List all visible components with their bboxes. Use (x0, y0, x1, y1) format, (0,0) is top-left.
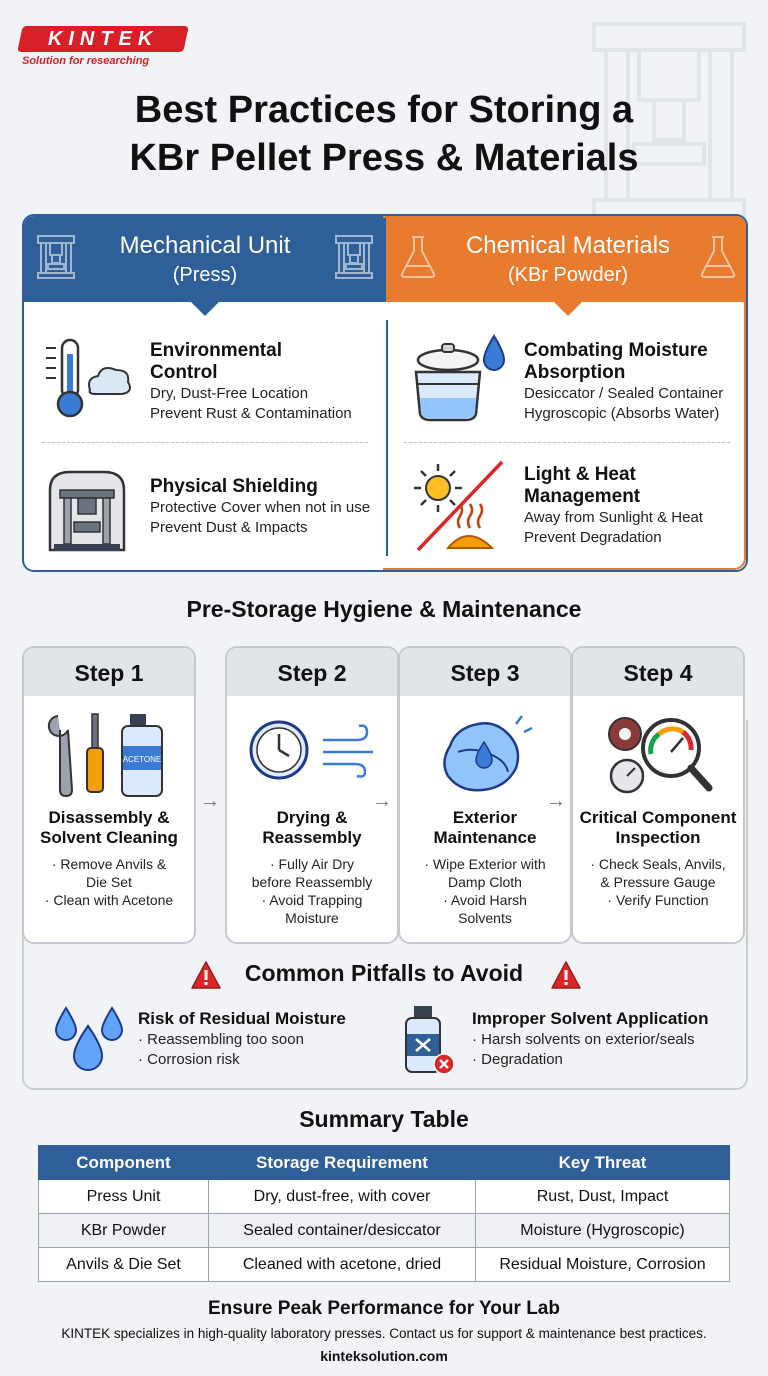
mechanical-subheading: (Press) (172, 264, 238, 286)
step-bullet: Damp Cloth (448, 874, 522, 890)
column-header: Storage Requirement (209, 1146, 476, 1180)
table-cell: Sealed container/desiccator (209, 1214, 476, 1248)
light-heat-item (524, 464, 703, 548)
item-title: Management (524, 486, 641, 507)
step-bullets (404, 855, 566, 927)
step-bullet: · Avoid Trapping (261, 892, 363, 908)
column-divider (386, 320, 388, 556)
damp-cloth-icon (400, 706, 572, 802)
step-bullets (577, 855, 739, 909)
storage-comparison-panel (22, 214, 748, 572)
item-title: Environmental (150, 340, 282, 361)
pitfall-improper-solvent (472, 1008, 708, 1070)
item-title: Physical Shielding (150, 476, 318, 497)
step-bullet: · Remove Anvils & (51, 856, 167, 872)
item-title: Combating Moisture (524, 340, 708, 361)
title-line-1: Best Practices for Storing a (134, 89, 634, 131)
mechanical-unit-header (24, 216, 386, 302)
pitfall-line: · Degradation (472, 1051, 563, 1068)
column-header: Component (39, 1146, 209, 1180)
desiccator-icon (408, 332, 508, 424)
step-bullet: · Wipe Exterior with (424, 856, 546, 872)
press-outline-icon (334, 234, 374, 280)
clock-air-icon (227, 706, 399, 802)
page-title (0, 86, 768, 182)
item-line: Hygroscopic (Absorbs Water) (524, 405, 720, 422)
step-bullet: Solvents (458, 910, 512, 926)
step-card-1 (22, 646, 196, 944)
step-bullet: Moisture (285, 910, 339, 926)
table-row (39, 1248, 730, 1282)
flask-icon (698, 234, 738, 280)
item-line: Prevent Rust & Contamination (150, 405, 352, 422)
pitfall-line: · Reassembling too soon (138, 1031, 304, 1048)
acetone-label: ACETONE (122, 755, 162, 764)
step-card-4 (571, 646, 745, 944)
step-bullet: · Verify Function (607, 892, 709, 908)
pitfall-title: Improper Solvent Application (472, 1009, 709, 1028)
title-line-2: KBr Pellet Press & Materials (129, 137, 639, 179)
kintek-logo (20, 26, 186, 67)
step-title-line: Exterior (452, 808, 518, 827)
physical-shielding-item (150, 476, 370, 538)
step-title-line: Maintenance (433, 828, 537, 847)
step-bullet: before Reassembly (251, 874, 373, 890)
table-cell: Residual Moisture, Corrosion (476, 1248, 730, 1282)
dashed-separator (42, 442, 368, 443)
no-sun-heat-icon (408, 458, 508, 554)
step-title (231, 808, 393, 848)
summary-table (38, 1145, 730, 1282)
logo-tagline: Solution for researching (22, 55, 150, 67)
chemical-subheading: (KBr Powder) (507, 264, 629, 286)
water-drops-icon (52, 1004, 126, 1074)
magnifier-gauge-icon (573, 706, 745, 802)
step-bullet: · Check Seals, Anvils, (590, 856, 726, 872)
item-line: Dry, Dust-Free Location (150, 385, 309, 402)
table-cell: Dry, dust-free, with cover (209, 1180, 476, 1214)
table-cell: KBr Powder (39, 1214, 209, 1248)
press-outline-icon (36, 234, 76, 280)
step-label: Step 4 (573, 648, 743, 696)
footer-title: Ensure Peak Performance for Your Lab (208, 1298, 560, 1319)
table-header-row (39, 1146, 730, 1180)
step-title-line: Disassembly & (48, 808, 170, 827)
step-bullets (28, 855, 190, 909)
step-title-line: Critical Component (579, 808, 737, 827)
step-title-line: Solvent Cleaning (40, 828, 178, 847)
step-bullets (231, 855, 393, 927)
dashed-separator (404, 442, 730, 443)
table-row (39, 1214, 730, 1248)
item-title: Light & Heat (524, 464, 636, 485)
bad-solvent-icon (400, 1004, 458, 1076)
step-bullet: · Avoid Harsh (443, 892, 527, 908)
footer-url-link[interactable]: kinteksolution.com (320, 1348, 448, 1364)
step-title (404, 808, 566, 848)
step-title (577, 808, 739, 848)
warning-icon (550, 960, 582, 990)
step-bullet: Die Set (86, 874, 132, 890)
item-line: Prevent Dust & Impacts (150, 519, 308, 536)
step-label: Step 2 (227, 648, 397, 696)
arrow-right-icon: → (200, 790, 220, 812)
maintenance-section-title: Pre-Storage Hygiene & Maintenance (186, 596, 582, 622)
chemical-heading: Chemical Materials (465, 232, 671, 259)
item-line: Prevent Degradation (524, 529, 662, 546)
step-title-line: Inspection (615, 828, 701, 847)
step-label: Step 3 (400, 648, 570, 696)
pitfall-residual-moisture (138, 1008, 346, 1070)
thermometer-cloud-icon (40, 334, 134, 422)
logo-text: KINTEK (47, 27, 159, 50)
step-bullet: & Pressure Gauge (600, 874, 716, 890)
item-line: Desiccator / Sealed Container (524, 385, 724, 402)
arrow-right-icon: → (372, 790, 392, 812)
footer-text: KINTEK specializes in high-quality laboratory presses. Contact us for support & maintenance best practices. (61, 1326, 707, 1341)
pitfall-title: Risk of Residual Moisture (138, 1009, 346, 1028)
column-header: Key Threat (476, 1146, 730, 1180)
flask-icon (398, 234, 438, 280)
step-label: Step 1 (24, 648, 194, 696)
step-title-line: Reassembly (262, 828, 362, 847)
table-cell: Press Unit (39, 1180, 209, 1214)
step-bullet: · Clean with Acetone (44, 892, 174, 908)
table-cell: Moisture (Hygroscopic) (476, 1214, 730, 1248)
moisture-absorption-item (524, 340, 723, 424)
chemical-materials-header (386, 216, 748, 302)
table-cell: Rust, Dust, Impact (476, 1180, 730, 1214)
step-title (28, 808, 190, 848)
pitfall-line: · Corrosion risk (138, 1051, 240, 1068)
arrow-right-icon: → (546, 790, 566, 812)
table-cell: Anvils & Die Set (39, 1248, 209, 1282)
tools-acetone-icon (24, 706, 196, 802)
table-cell: Cleaned with acetone, dried (209, 1248, 476, 1282)
item-line: Protective Cover when not in use (150, 499, 371, 516)
item-line: Away from Sunlight & Heat (524, 509, 703, 526)
step-title-line: Drying & (276, 808, 348, 827)
mechanical-heading: Mechanical Unit (119, 232, 291, 259)
covered-press-icon (40, 464, 134, 554)
pitfalls-title: Common Pitfalls to Avoid (244, 960, 524, 986)
environmental-control-item (150, 340, 352, 424)
item-title: Control (150, 362, 218, 383)
item-title: Absorption (524, 362, 626, 383)
table-row (39, 1180, 730, 1214)
pitfall-line: · Harsh solvents on exterior/seals (472, 1031, 695, 1048)
step-bullet: · Fully Air Dry (270, 856, 354, 872)
summary-title: Summary Table (299, 1106, 469, 1132)
